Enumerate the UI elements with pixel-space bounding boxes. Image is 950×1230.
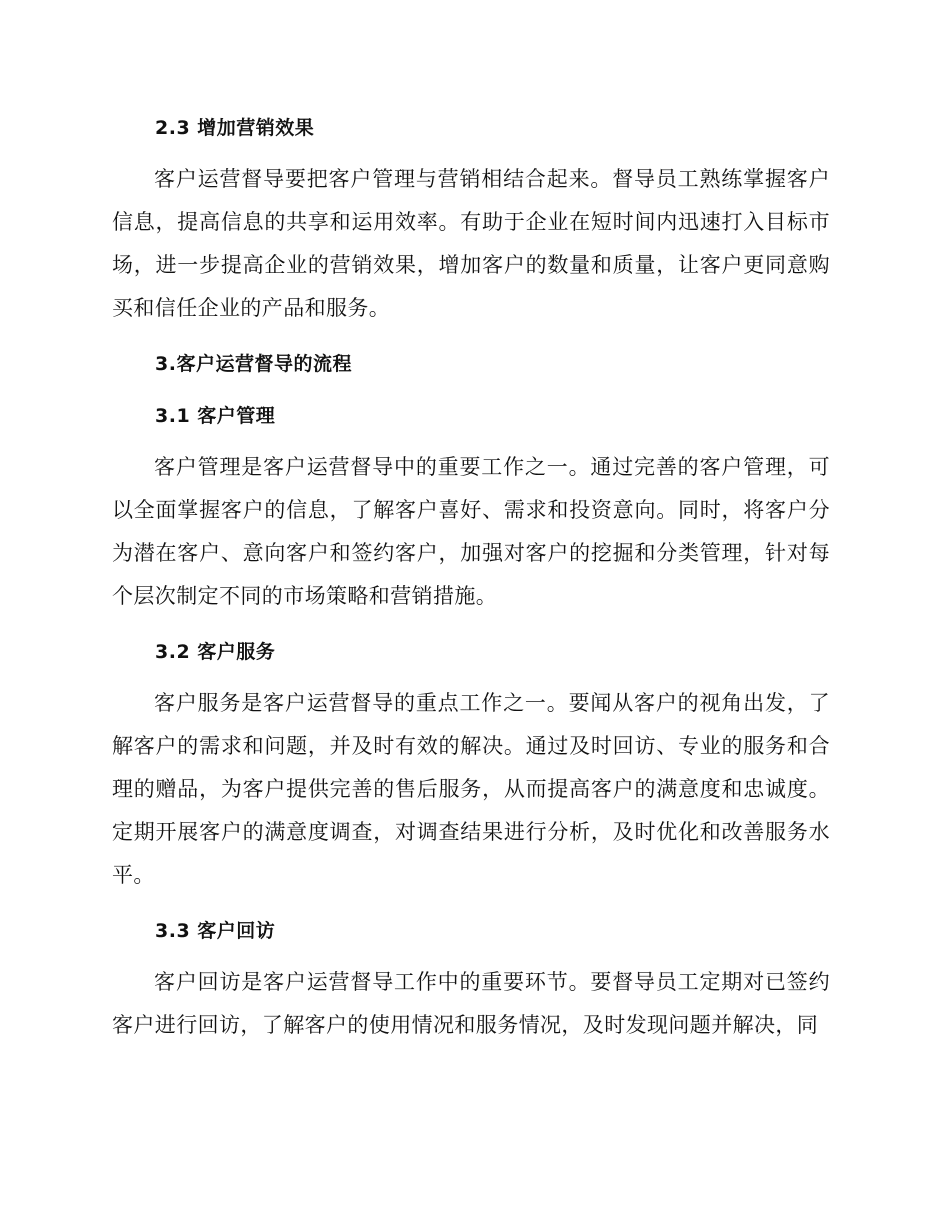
section-paragraph-2-3: 客户运营督导要把客户管理与营销相结合起来。督导员工熟练掌握客户信息，提高信息的共享和运用效率。有助于企业在短时间内迅速打入目标市场，进一步提高企业的营销效果，增加客户的数量和质量，让客户更同意购买和信任企业的产品和服务。 <box>112 167 830 320</box>
section-paragraph-3-3: 客户回访是客户运营督导工作中的重要环节。要督导员工定期对已签约客户进行回访，了解客户的使用情况和服务情况，及时发现问题并解决，同 <box>112 970 830 1037</box>
section-heading-3-1: 3.1 客户管理 <box>155 405 276 427</box>
document-body <box>112 106 830 1059</box>
section-heading-2-3: 2.3 增加营销效果 <box>155 117 315 139</box>
section-paragraph-3-2: 客户服务是客户运营督导的重点工作之一。要闻从客户的视角出发，了解客户的需求和问题，并及时有效的解决。通过及时回访、专业的服务和合理的赠品，为客户提供完善的售后服务，从而提高客户的满意度和忠诚度。定期开展客户的满意度调查，对调查结果进行分析，及时优化和改善服务水平。 <box>112 691 830 887</box>
section-heading-3-2: 3.2 客户服务 <box>155 641 276 663</box>
section-heading-3: 3.客户运营督导的流程 <box>155 353 352 375</box>
section-heading-3-3: 3.3 客户回访 <box>155 920 276 942</box>
section-paragraph-3-1: 客户管理是客户运营督导中的重要工作之一。通过完善的客户管理，可以全面掌握客户的信息，了解客户喜好、需求和投资意向。同时，将客户分为潜在客户、意向客户和签约客户，加强对客户的挖掘和分类管理，针对每个层次制定不同的市场策略和营销措施。 <box>112 455 830 608</box>
